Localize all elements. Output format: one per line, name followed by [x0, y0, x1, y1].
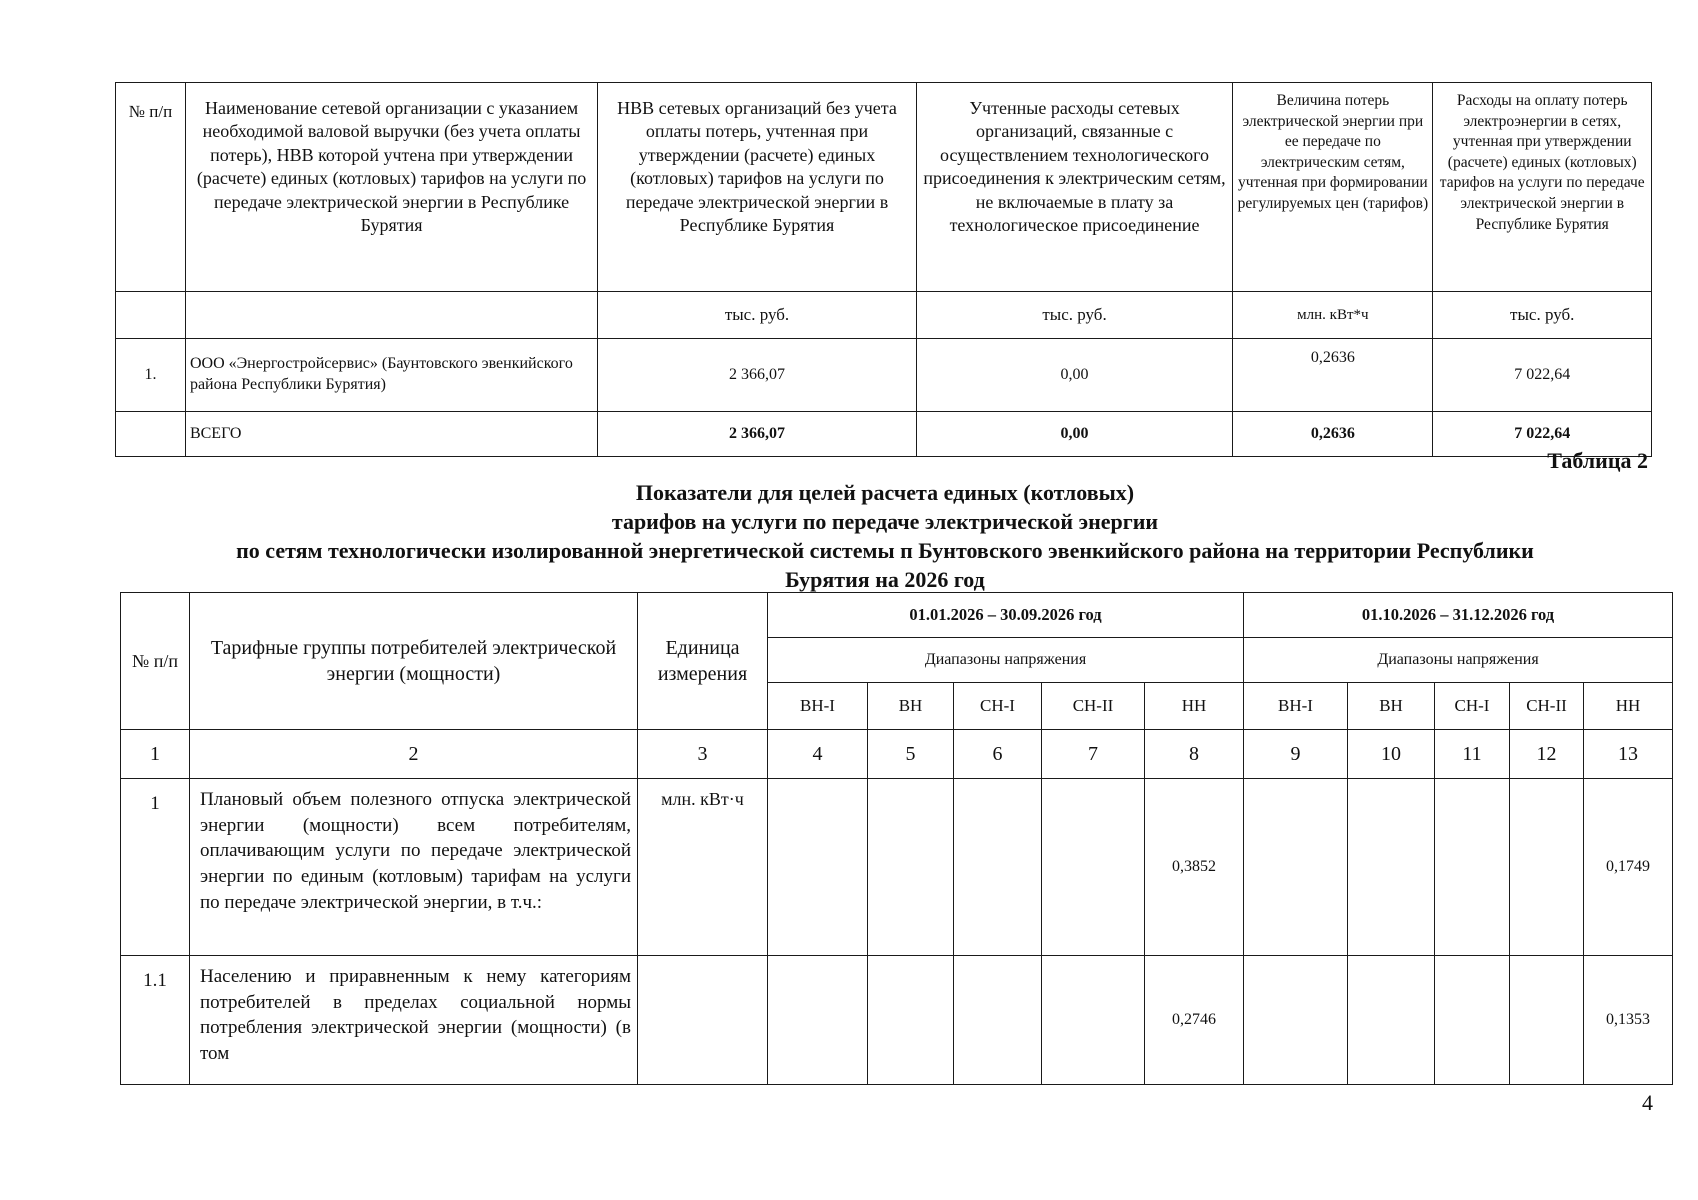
table2-header-group: Тарифные группы потребителей электрической энергии (мощности) [190, 593, 638, 730]
table1-unit-num [116, 292, 186, 339]
table1-header-org: Наименование сетевой организации с указанием необходимой валовой выручки (без учета оплаты потерь), НВВ которой учтена при утверждении (расчете) единых (котловых) тарифов на услуги по передаче электрической энергии в Республике Бурятия [185, 83, 597, 292]
empty-cell [768, 956, 868, 1085]
period-1-header: 01.01.2026 – 30.09.2026 год [768, 593, 1244, 638]
table1-header-row [116, 83, 1652, 292]
total-label: ВСЕГО [185, 412, 597, 457]
column-number: 13 [1584, 730, 1673, 779]
total-tp-costs: 0,00 [916, 412, 1232, 457]
page-number: 4 [1642, 1090, 1653, 1115]
empty-cell [1244, 779, 1348, 956]
level-vn1: ВН-I [1244, 683, 1348, 730]
table2-period-row [121, 593, 1673, 638]
level-sn1: СН-I [1435, 683, 1510, 730]
table2-column-numbers-row [121, 730, 1673, 779]
level-sn2: СН-II [1510, 683, 1584, 730]
table2-header-unit: Единица измерения [638, 593, 768, 730]
table1-unit-loss-costs: тыс. руб. [1433, 292, 1652, 339]
table1-header-num: № п/п [116, 83, 186, 292]
row-nvv: 2 366,07 [598, 339, 917, 412]
row-tp-costs: 0,00 [916, 339, 1232, 412]
empty-cell [868, 956, 954, 1085]
table1-unit-losses: млн. кВт*ч [1233, 292, 1433, 339]
empty-cell [1042, 779, 1145, 956]
column-number: 3 [638, 730, 768, 779]
title-line: Бурятия на 2026 год [785, 567, 985, 592]
column-number: 6 [954, 730, 1042, 779]
level-vn: ВН [868, 683, 954, 730]
row-num: 1 [121, 779, 190, 956]
row-num: 1. [116, 339, 186, 412]
table-row [121, 779, 1673, 956]
empty-cell [1435, 779, 1510, 956]
level-sn1: СН-I [954, 683, 1042, 730]
row-value-nn-period1: 0,3852 [1145, 779, 1244, 956]
table1-total-row [116, 412, 1652, 457]
title-line: по сетям технологически изолированной энергетической системы п Бунтовского эвенкийского района на территории Республики [236, 538, 1534, 563]
table2-title [120, 478, 1650, 594]
column-number: 9 [1244, 730, 1348, 779]
empty-cell [1510, 956, 1584, 1085]
level-vn: ВН [1348, 683, 1435, 730]
table1-header-losses: Величина потерь электрической энергии при ее передаче по электрическим сетям, учтенная при формировании регулируемых цен (тарифов) [1233, 83, 1433, 292]
row-description: Плановый объем полезного отпуска электрической энергии (мощности) всем потребителям, оплачивающим услуги по передаче электрической энергии по единым (котловым) тарифам на услуги по передаче электрической энергии, в т.ч.: [190, 779, 638, 956]
period-2-header: 01.10.2026 – 31.12.2026 год [1244, 593, 1673, 638]
level-vn1: ВН-I [768, 683, 868, 730]
row-unit [638, 956, 768, 1085]
total-num [116, 412, 186, 457]
row-unit: млн. кВт·ч [638, 779, 768, 956]
column-number: 7 [1042, 730, 1145, 779]
table-row [116, 339, 1652, 412]
column-number: 4 [768, 730, 868, 779]
total-loss-costs: 7 022,64 [1433, 412, 1652, 457]
empty-cell [768, 779, 868, 956]
table1-header-tp-costs: Учтенные расходы сетевых организаций, связанные с осуществлением технологического присоединения к электрическим сетям, не включаемые в плату за технологическое присоединение [916, 83, 1232, 292]
total-nvv: 2 366,07 [598, 412, 917, 457]
empty-cell [1042, 956, 1145, 1085]
empty-cell [1348, 956, 1435, 1085]
row-loss-costs: 7 022,64 [1433, 339, 1652, 412]
row-value-nn-period2: 0,1353 [1584, 956, 1673, 1085]
column-number: 10 [1348, 730, 1435, 779]
network-organizations-table [115, 82, 1652, 457]
row-org-name: ООО «Энергостройсервис» (Баунтовского эвенкийского района Республики Бурятия) [185, 339, 597, 412]
empty-cell [1510, 779, 1584, 956]
row-value-nn-period2: 0,1749 [1584, 779, 1673, 956]
level-nn: НН [1145, 683, 1244, 730]
row-num: 1.1 [121, 956, 190, 1085]
title-line: Показатели для целей расчета единых (котловых) [635, 480, 1135, 505]
column-number: 8 [1145, 730, 1244, 779]
level-sn2: СН-II [1042, 683, 1145, 730]
empty-cell [868, 779, 954, 956]
empty-cell [1435, 956, 1510, 1085]
row-description: Населению и приравненным к нему категориям потребителей в пределах социальной нормы потребления электрической энергии (мощности) (в том [190, 956, 638, 1085]
voltage-range-header: Диапазоны напряжения [1244, 638, 1673, 683]
empty-cell [954, 956, 1042, 1085]
tariff-indicators-table [120, 592, 1673, 1085]
total-losses: 0,2636 [1233, 412, 1433, 457]
level-nn: НН [1584, 683, 1673, 730]
column-number: 1 [121, 730, 190, 779]
column-number: 11 [1435, 730, 1510, 779]
column-number: 2 [190, 730, 638, 779]
table-row [121, 956, 1673, 1085]
row-losses: 0,2636 [1233, 339, 1433, 412]
table-label: Таблица 2 [1547, 448, 1648, 473]
table2-header-num: № п/п [121, 593, 190, 730]
table1-unit-tp-costs: тыс. руб. [916, 292, 1232, 339]
column-number: 5 [868, 730, 954, 779]
title-line: тарифов на услуги по передаче электрической энергии [611, 509, 1159, 534]
column-number: 12 [1510, 730, 1584, 779]
table1-units-row [116, 292, 1652, 339]
voltage-range-header: Диапазоны напряжения [768, 638, 1244, 683]
table1-unit-org [185, 292, 597, 339]
table1-unit-nvv: тыс. руб. [598, 292, 917, 339]
table1-header-loss-costs: Расходы на оплату потерь электроэнергии в сетях, учтенная при утверждении (расчете) единых (котловых) тарифов на услуги по передаче электрической энергии в Республике Бурятия [1433, 83, 1652, 292]
row-value-nn-period1: 0,2746 [1145, 956, 1244, 1085]
empty-cell [1348, 779, 1435, 956]
empty-cell [1244, 956, 1348, 1085]
empty-cell [954, 779, 1042, 956]
table1-header-nvv: НВВ сетевых организаций без учета оплаты потерь, учтенная при утверждении (расчете) единых (котловых) тарифов на услуги по передаче электрической энергии в Республике Бурятия [598, 83, 917, 292]
